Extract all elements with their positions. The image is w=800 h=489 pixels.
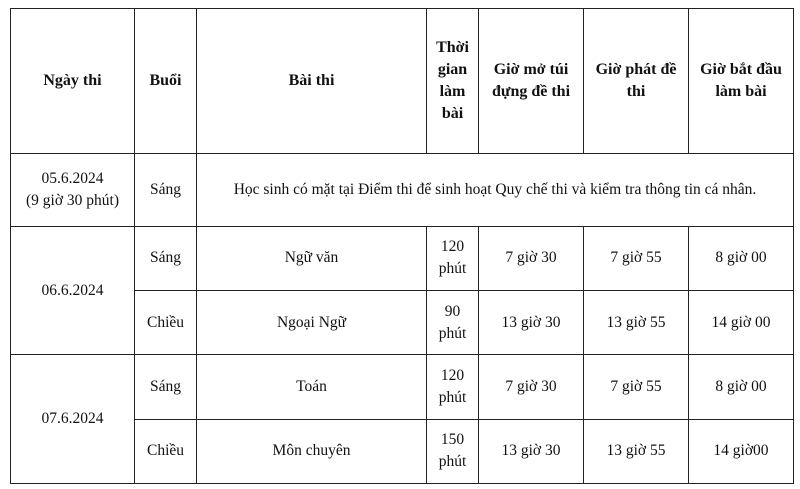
- exam-date: 06.6.2024: [11, 226, 135, 355]
- exam-open-bag: 7 giờ 30: [479, 226, 584, 290]
- header-distribute: Giờ phát đề thi: [584, 9, 689, 154]
- orientation-date: 05.6.2024: [41, 169, 104, 187]
- exam-start: 8 giờ 00: [689, 226, 794, 290]
- orientation-time: (9 giờ 30 phút): [25, 191, 119, 209]
- header-date: Ngày thi: [11, 9, 135, 154]
- header-open-bag: Giờ mở túi đựng đề thi: [479, 9, 584, 154]
- exam-open-bag: 13 giờ 30: [479, 291, 584, 355]
- exam-date: 07.6.2024: [11, 355, 135, 484]
- orientation-row: [11, 154, 794, 227]
- exam-subject: Môn chuyên: [197, 419, 427, 483]
- orientation-session: Sáng: [135, 154, 197, 227]
- exam-open-bag: 13 giờ 30: [479, 419, 584, 483]
- exam-open-bag: 7 giờ 30: [479, 355, 584, 419]
- exam-duration: 120 phút: [427, 226, 479, 290]
- exam-start: 14 giờ 00: [689, 291, 794, 355]
- exam-distribute: 7 giờ 55: [584, 226, 689, 290]
- exam-subject: Ngữ văn: [197, 226, 427, 290]
- header-row: [11, 9, 794, 154]
- exam-schedule-table: [10, 8, 794, 484]
- exam-start: 8 giờ 00: [689, 355, 794, 419]
- header-subject: Bài thi: [197, 9, 427, 154]
- orientation-note: Học sinh có mặt tại Điểm thi để sinh hoạt Quy chế thi và kiểm tra thông tin cá nhân.: [197, 154, 794, 227]
- exam-duration: 150 phút: [427, 419, 479, 483]
- table-row: [11, 226, 794, 290]
- exam-subject: Toán: [197, 355, 427, 419]
- exam-duration: 90 phút: [427, 291, 479, 355]
- exam-start: 14 giờ00: [689, 419, 794, 483]
- exam-subject: Ngoại Ngữ: [197, 291, 427, 355]
- exam-session: Chiều: [135, 419, 197, 483]
- exam-distribute: 13 giờ 55: [584, 419, 689, 483]
- header-session: Buổi: [135, 9, 197, 154]
- header-start: Giờ bắt đầu làm bài: [689, 9, 794, 154]
- exam-session: Chiều: [135, 291, 197, 355]
- table-row: [11, 355, 794, 419]
- exam-session: Sáng: [135, 226, 197, 290]
- exam-distribute: 7 giờ 55: [584, 355, 689, 419]
- header-duration: Thời gian làm bài: [427, 9, 479, 154]
- exam-duration: 120 phút: [427, 355, 479, 419]
- orientation-date-cell: [11, 154, 135, 227]
- exam-session: Sáng: [135, 355, 197, 419]
- exam-distribute: 13 giờ 55: [584, 291, 689, 355]
